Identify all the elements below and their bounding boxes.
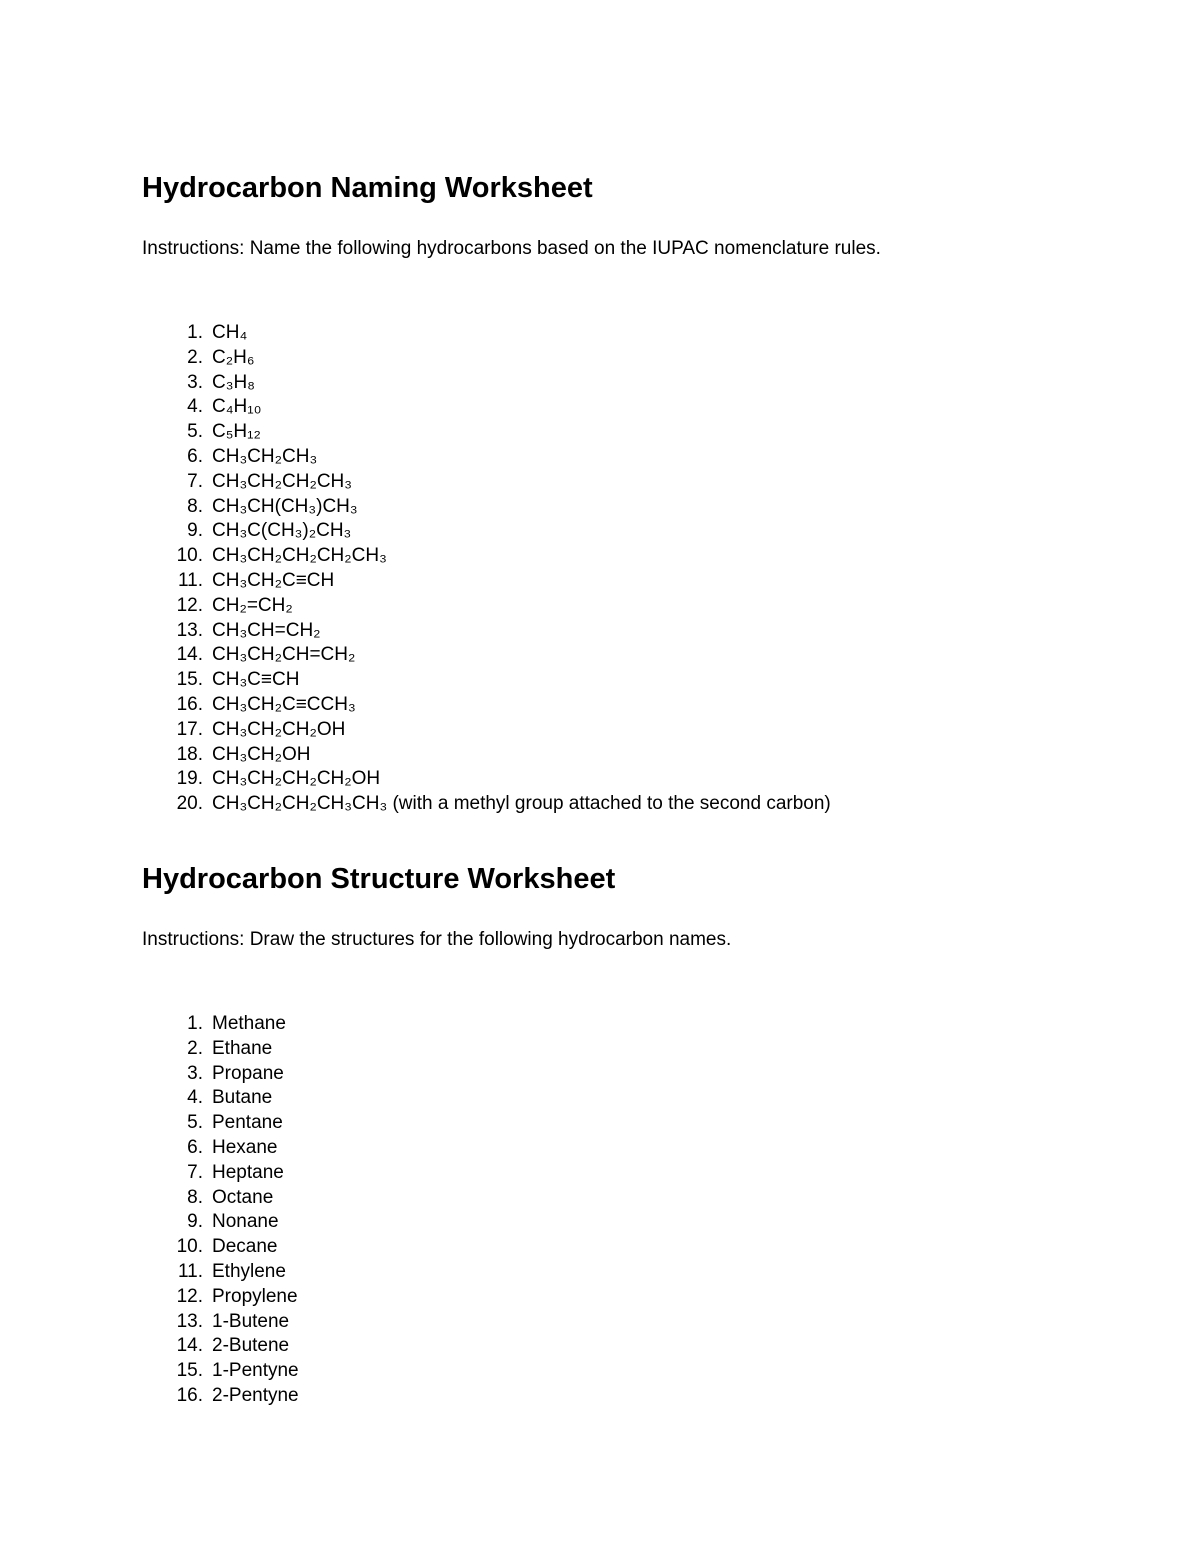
list-item-text: CH₃CH₂CH₂CH₃: [212, 470, 352, 492]
list-item: [142, 619, 831, 644]
naming-list: [142, 321, 831, 817]
list-item: [142, 470, 831, 495]
list-item-text: 2-Butene: [212, 1335, 290, 1357]
list-item: [142, 1285, 299, 1310]
list-item-text: CH₃CH=CH₂: [212, 619, 321, 641]
list-item-text: CH₃CH₂CH₂CH₃CH₃ (with a methyl group attached to the second carbon): [212, 793, 831, 815]
list-item: [142, 544, 831, 569]
list-item-text: Hexane: [212, 1136, 278, 1158]
list-item: [142, 1359, 299, 1384]
list-item: [142, 1260, 299, 1285]
list-item-text: CH₃CH(CH₃)CH₃: [212, 495, 358, 517]
list-item-text: 1-Butene: [212, 1310, 290, 1332]
list-item-number: 7.: [187, 470, 203, 492]
list-item-number: 13.: [176, 619, 203, 641]
structure-list: [142, 1012, 299, 1409]
list-item-text: CH₃CH₂CH₂OH: [212, 718, 346, 740]
list-item-number: 14.: [176, 644, 203, 666]
list-item-text: CH₃CH₂CH₂CH₂OH: [212, 768, 381, 790]
list-item-text: CH₃CH₂C≡CCH₃: [212, 693, 356, 715]
list-item: [142, 321, 831, 346]
structure-instructions: Instructions: Draw the structures for the following hydrocarbon names.: [142, 929, 732, 950]
list-item: [142, 767, 831, 792]
list-item-text: Decane: [212, 1236, 278, 1258]
structure-worksheet-section: [142, 861, 1142, 1406]
list-item-number: 1.: [187, 322, 203, 343]
list-item-number: 4.: [187, 396, 203, 418]
list-item: [142, 420, 831, 445]
list-item: [142, 395, 831, 420]
list-item-text: C₅H₁₂: [212, 421, 261, 443]
list-item-text: Heptane: [212, 1161, 284, 1183]
list-item-number: 5.: [187, 1112, 203, 1134]
list-item-number: 18.: [176, 743, 203, 765]
list-item-number: 2.: [187, 1037, 203, 1059]
list-item: [142, 1086, 299, 1111]
list-item-number: 13.: [176, 1310, 203, 1332]
list-item-number: 8.: [187, 1186, 203, 1208]
list-item: [142, 1235, 299, 1260]
list-item: [142, 1310, 299, 1335]
list-item-text: CH₄: [212, 322, 248, 343]
list-item-number: 15.: [176, 1360, 203, 1382]
list-item-number: 12.: [176, 594, 203, 616]
list-item-text: CH₃CH₂C≡CH: [212, 569, 335, 591]
list-item-number: 12.: [176, 1285, 203, 1307]
list-item-text: C₂H₆: [212, 346, 255, 368]
list-item-number: 7.: [187, 1161, 203, 1183]
structure-worksheet-title: Hydrocarbon Structure Worksheet: [142, 863, 616, 895]
list-item-number: 15.: [176, 669, 203, 691]
list-item: [142, 445, 831, 470]
list-item: [142, 1111, 299, 1136]
list-item: [142, 1037, 299, 1062]
list-item: [142, 1186, 299, 1211]
list-item-text: Propylene: [212, 1285, 298, 1307]
naming-worksheet-section: [142, 170, 1142, 815]
list-item: [142, 1384, 299, 1409]
list-item-number: 9.: [187, 1211, 203, 1233]
list-item: [142, 346, 831, 371]
list-item-number: 17.: [176, 718, 203, 740]
list-item-text: Nonane: [212, 1211, 279, 1233]
list-item-number: 10.: [176, 545, 203, 567]
list-item: [142, 519, 831, 544]
list-item-text: CH₃CH₂CH=CH₂: [212, 644, 356, 666]
list-item-number: 4.: [187, 1087, 203, 1109]
list-item: [142, 1136, 299, 1161]
list-item-number: 5.: [187, 421, 203, 443]
list-item: [142, 1210, 299, 1235]
list-item-text: CH₃CH₂OH: [212, 743, 311, 765]
list-item-number: 3.: [187, 1062, 203, 1084]
list-item-text: Butane: [212, 1087, 273, 1109]
list-item: [142, 569, 831, 594]
list-item-text: CH₃C≡CH: [212, 669, 300, 691]
list-item-text: Pentane: [212, 1112, 283, 1134]
list-item: [142, 1062, 299, 1087]
list-item-number: 6.: [187, 1136, 203, 1158]
list-item-text: CH₃CH₂CH₂CH₂CH₃: [212, 545, 387, 567]
list-item-text: Ethylene: [212, 1260, 286, 1282]
list-item: [142, 718, 831, 743]
list-item-number: 14.: [176, 1335, 203, 1357]
list-item: [142, 1161, 299, 1186]
list-item-number: 16.: [176, 693, 203, 715]
list-item: [142, 693, 831, 718]
list-item-text: 2-Pentyne: [212, 1384, 299, 1406]
list-item-number: 16.: [176, 1384, 203, 1406]
list-item: [142, 1012, 299, 1037]
list-item-number: 2.: [187, 346, 203, 368]
list-item-text: Propane: [212, 1062, 284, 1084]
list-item-number: 1.: [187, 1013, 203, 1034]
list-item-text: C₃H₈: [212, 371, 256, 393]
list-item-text: Methane: [212, 1013, 286, 1034]
list-item-text: Ethane: [212, 1037, 273, 1059]
list-item-text: CH₂=CH₂: [212, 594, 293, 616]
list-item-number: 6.: [187, 445, 203, 467]
list-item-number: 20.: [176, 793, 203, 815]
list-item: [142, 1334, 299, 1359]
list-item-text: Octane: [212, 1186, 274, 1208]
list-item: [142, 371, 831, 396]
list-item-text: C₄H₁₀: [212, 396, 262, 418]
list-item: [142, 495, 831, 520]
list-item-number: 10.: [176, 1236, 203, 1258]
naming-instructions: Instructions: Name the following hydrocarbons based on the IUPAC nomenclature rules.: [142, 238, 881, 259]
list-item: [142, 643, 831, 668]
list-item: [142, 743, 831, 768]
list-item-text: 1-Pentyne: [212, 1360, 299, 1382]
list-item-number: 19.: [176, 768, 203, 790]
list-item: [142, 668, 831, 693]
list-item-number: 11.: [177, 1260, 203, 1282]
naming-worksheet-title: Hydrocarbon Naming Worksheet: [142, 172, 593, 204]
list-item: [142, 792, 831, 817]
list-item-text: CH₃CH₂CH₃: [212, 445, 318, 467]
list-item-number: 11.: [177, 569, 203, 591]
list-item-number: 8.: [187, 495, 203, 517]
list-item-number: 3.: [187, 371, 203, 393]
list-item-text: CH₃C(CH₃)₂CH₃: [212, 520, 352, 542]
list-item: [142, 594, 831, 619]
list-item-number: 9.: [187, 520, 203, 542]
